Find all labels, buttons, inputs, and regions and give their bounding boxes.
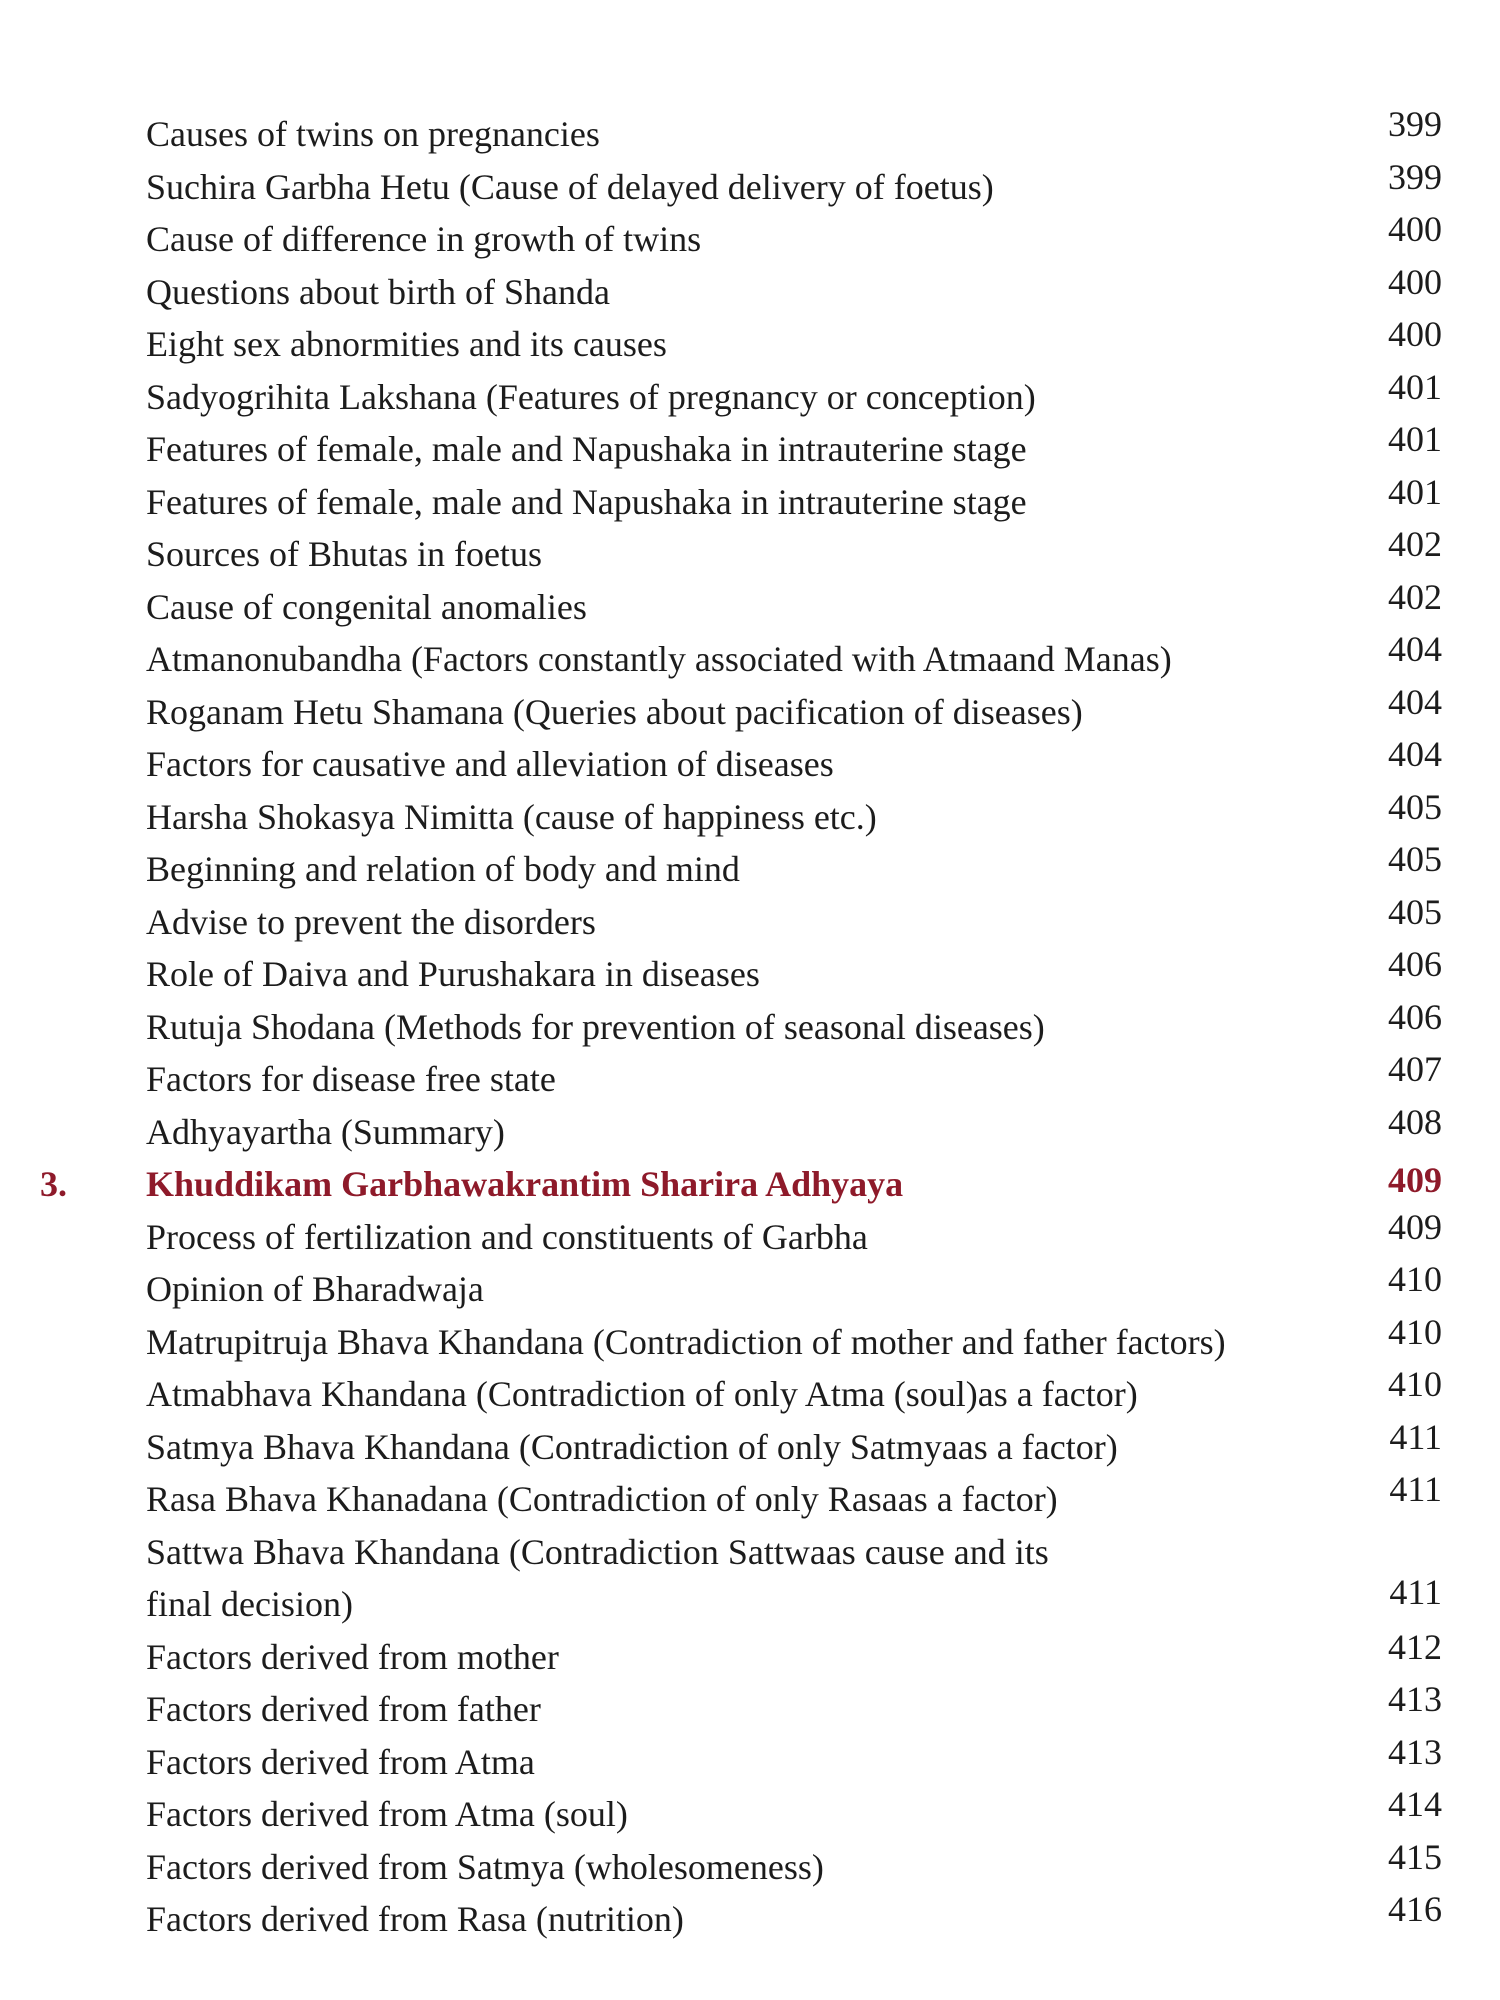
toc-entry-title: Factors derived from Rasa (nutrition) bbox=[146, 1899, 684, 1939]
toc-entry bbox=[0, 944, 1500, 1001]
toc-entry bbox=[0, 786, 1500, 844]
toc-entry-page: 404 bbox=[1388, 681, 1442, 722]
toc-entry-page: 402 bbox=[1388, 524, 1442, 564]
toc-entry-page: 404 bbox=[1388, 734, 1442, 774]
toc-entry-page: 401 bbox=[1388, 366, 1442, 407]
toc-entry-page: 411 bbox=[1389, 1416, 1442, 1457]
toc-entry-title: Suchira Garbha Hetu (Cause of delayed delivery of foetus) bbox=[146, 166, 994, 207]
toc-entry bbox=[0, 471, 1500, 529]
toc-entry bbox=[0, 891, 1500, 949]
toc-entry bbox=[0, 209, 1500, 266]
toc-entry-page: 399 bbox=[1388, 156, 1442, 197]
toc-entry-title-line-2: final decision) bbox=[146, 1584, 353, 1624]
toc-entry bbox=[0, 1049, 1500, 1106]
toc-entry-title: Cause of congenital anomalies bbox=[146, 586, 587, 627]
toc-entry bbox=[0, 1679, 1500, 1736]
toc-entry-page: 400 bbox=[1388, 261, 1442, 302]
toc-entry-title: Roganam Hetu Shamana (Queries about pacification of diseases) bbox=[146, 691, 1083, 732]
toc-entry bbox=[0, 524, 1500, 581]
toc-entry bbox=[0, 1731, 1500, 1789]
toc-entry-page: 407 bbox=[1388, 1049, 1442, 1089]
toc-entry bbox=[0, 1259, 1500, 1316]
toc-entry bbox=[0, 1469, 1500, 1526]
toc-chapter-heading bbox=[0, 1158, 1500, 1211]
toc-entry-page: 406 bbox=[1388, 944, 1442, 984]
toc-entry-title: Beginning and relation of body and mind bbox=[146, 849, 740, 889]
table-of-contents bbox=[0, 104, 1500, 1946]
toc-entry bbox=[0, 1364, 1500, 1421]
toc-entry bbox=[0, 1889, 1500, 1946]
toc-entry-page: 410 bbox=[1388, 1311, 1442, 1352]
toc-entry-page: 402 bbox=[1388, 576, 1442, 617]
toc-entry-title: Advise to prevent the disorders bbox=[146, 901, 596, 942]
toc-entry bbox=[0, 419, 1500, 476]
toc-entry-title: Features of female, male and Napushaka in intrauterine stage bbox=[146, 481, 1027, 522]
toc-entry bbox=[0, 1836, 1500, 1894]
toc-entry bbox=[0, 734, 1500, 791]
toc-entry-page: 400 bbox=[1388, 209, 1442, 249]
toc-entry-title: Causes of twins on pregnancies bbox=[146, 114, 600, 154]
toc-entry-title: Questions about birth of Shanda bbox=[146, 271, 610, 312]
toc-entry-page: 411 bbox=[1389, 1571, 1442, 1612]
toc-entry-title: Satmya Bhava Khandana (Contradiction of only Satmyaas a factor) bbox=[146, 1426, 1118, 1467]
toc-entry bbox=[0, 1311, 1500, 1369]
toc-entry-title-line-1: Sattwa Bhava Khandana (Contradiction Sattwaas cause and its bbox=[146, 1531, 1049, 1572]
toc-entry-page: 400 bbox=[1388, 314, 1442, 354]
toc-entry-page: 401 bbox=[1388, 419, 1442, 459]
toc-entry bbox=[0, 1626, 1500, 1684]
toc-entry-page: 415 bbox=[1388, 1836, 1442, 1877]
toc-entry-page: 399 bbox=[1388, 104, 1442, 144]
toc-entry-title: Factors for disease free state bbox=[146, 1059, 556, 1099]
toc-entry bbox=[0, 314, 1500, 371]
toc-entry-title: Harsha Shokasya Nimitta (cause of happiness etc.) bbox=[146, 796, 877, 837]
toc-entry-page: 409 bbox=[1388, 1206, 1442, 1247]
toc-entry bbox=[0, 1206, 1500, 1264]
chapter-page: 409 bbox=[1388, 1160, 1442, 1200]
toc-entry bbox=[0, 261, 1500, 319]
toc-entry-title bbox=[146, 1526, 1366, 1631]
toc-entry-page: 413 bbox=[1388, 1679, 1442, 1719]
toc-entry-title: Role of Daiva and Purushakara in diseases bbox=[146, 954, 760, 994]
toc-entry-page: 401 bbox=[1388, 471, 1442, 512]
toc-entry bbox=[0, 681, 1500, 739]
toc-entry bbox=[0, 1784, 1500, 1841]
toc-entry-title: Opinion of Bharadwaja bbox=[146, 1269, 484, 1309]
toc-entry-page: 410 bbox=[1388, 1259, 1442, 1299]
chapter-number: 3. bbox=[40, 1164, 67, 1204]
toc-entry-title: Process of fertilization and constituents of Garbha bbox=[146, 1216, 868, 1257]
toc-entry bbox=[0, 996, 1500, 1054]
toc-entry-title: Factors derived from Atma bbox=[146, 1741, 535, 1782]
toc-entry-title: Adhyayartha (Summary) bbox=[146, 1111, 505, 1152]
toc-entry-page: 414 bbox=[1388, 1784, 1442, 1824]
toc-entry-title: Sources of Bhutas in foetus bbox=[146, 534, 542, 574]
toc-entry-page: 413 bbox=[1388, 1731, 1442, 1772]
toc-entry-title: Rutuja Shodana (Methods for prevention of seasonal diseases) bbox=[146, 1006, 1045, 1047]
toc-entry-page: 406 bbox=[1388, 996, 1442, 1037]
toc-entry-title: Matrupitruja Bhava Khandana (Contradiction of mother and father factors) bbox=[146, 1321, 1226, 1362]
toc-entry bbox=[0, 576, 1500, 634]
toc-entry-wrapped bbox=[0, 1526, 1500, 1631]
toc-entry-page: 410 bbox=[1388, 1364, 1442, 1404]
toc-entry bbox=[0, 156, 1500, 214]
toc-entry-page: 404 bbox=[1388, 629, 1442, 669]
toc-entry-title: Factors for causative and alleviation of diseases bbox=[146, 744, 834, 784]
toc-entry-page: 411 bbox=[1389, 1469, 1442, 1509]
toc-entry bbox=[0, 629, 1500, 686]
toc-entry bbox=[0, 1416, 1500, 1474]
toc-entry-title: Factors derived from Atma (soul) bbox=[146, 1794, 628, 1834]
toc-entry bbox=[0, 1101, 1500, 1159]
toc-entry-title: Cause of difference in growth of twins bbox=[146, 219, 702, 259]
toc-entry-title: Eight sex abnormities and its causes bbox=[146, 324, 667, 364]
toc-entry-page: 405 bbox=[1388, 891, 1442, 932]
toc-entry-title: Features of female, male and Napushaka in intrauterine stage bbox=[146, 429, 1027, 469]
toc-entry-title: Rasa Bhava Khanadana (Contradiction of only Rasaas a factor) bbox=[146, 1479, 1058, 1519]
toc-entry-title: Sadyogrihita Lakshana (Features of pregnancy or conception) bbox=[146, 376, 1036, 417]
toc-entry-title: Factors derived from father bbox=[146, 1689, 541, 1729]
toc-entry-title: Atmabhava Khandana (Contradiction of only Atma (soul)as a factor) bbox=[146, 1374, 1138, 1414]
toc-entry bbox=[0, 366, 1500, 424]
toc-entry bbox=[0, 104, 1500, 161]
toc-entry-title: Atmanonubandha (Factors constantly associated with Atmaand Manas) bbox=[146, 639, 1172, 679]
toc-entry-title: Factors derived from mother bbox=[146, 1636, 559, 1677]
toc-entry-page: 416 bbox=[1388, 1889, 1442, 1929]
toc-entry-page: 405 bbox=[1388, 786, 1442, 827]
toc-entry-page: 412 bbox=[1388, 1626, 1442, 1667]
toc-entry-page: 408 bbox=[1388, 1101, 1442, 1142]
toc-entry-page: 405 bbox=[1388, 839, 1442, 879]
toc-entry-title: Factors derived from Satmya (wholesomeness) bbox=[146, 1846, 824, 1887]
toc-entry bbox=[0, 839, 1500, 896]
chapter-title: Khuddikam Garbhawakrantim Sharira Adhyaya bbox=[146, 1164, 904, 1204]
